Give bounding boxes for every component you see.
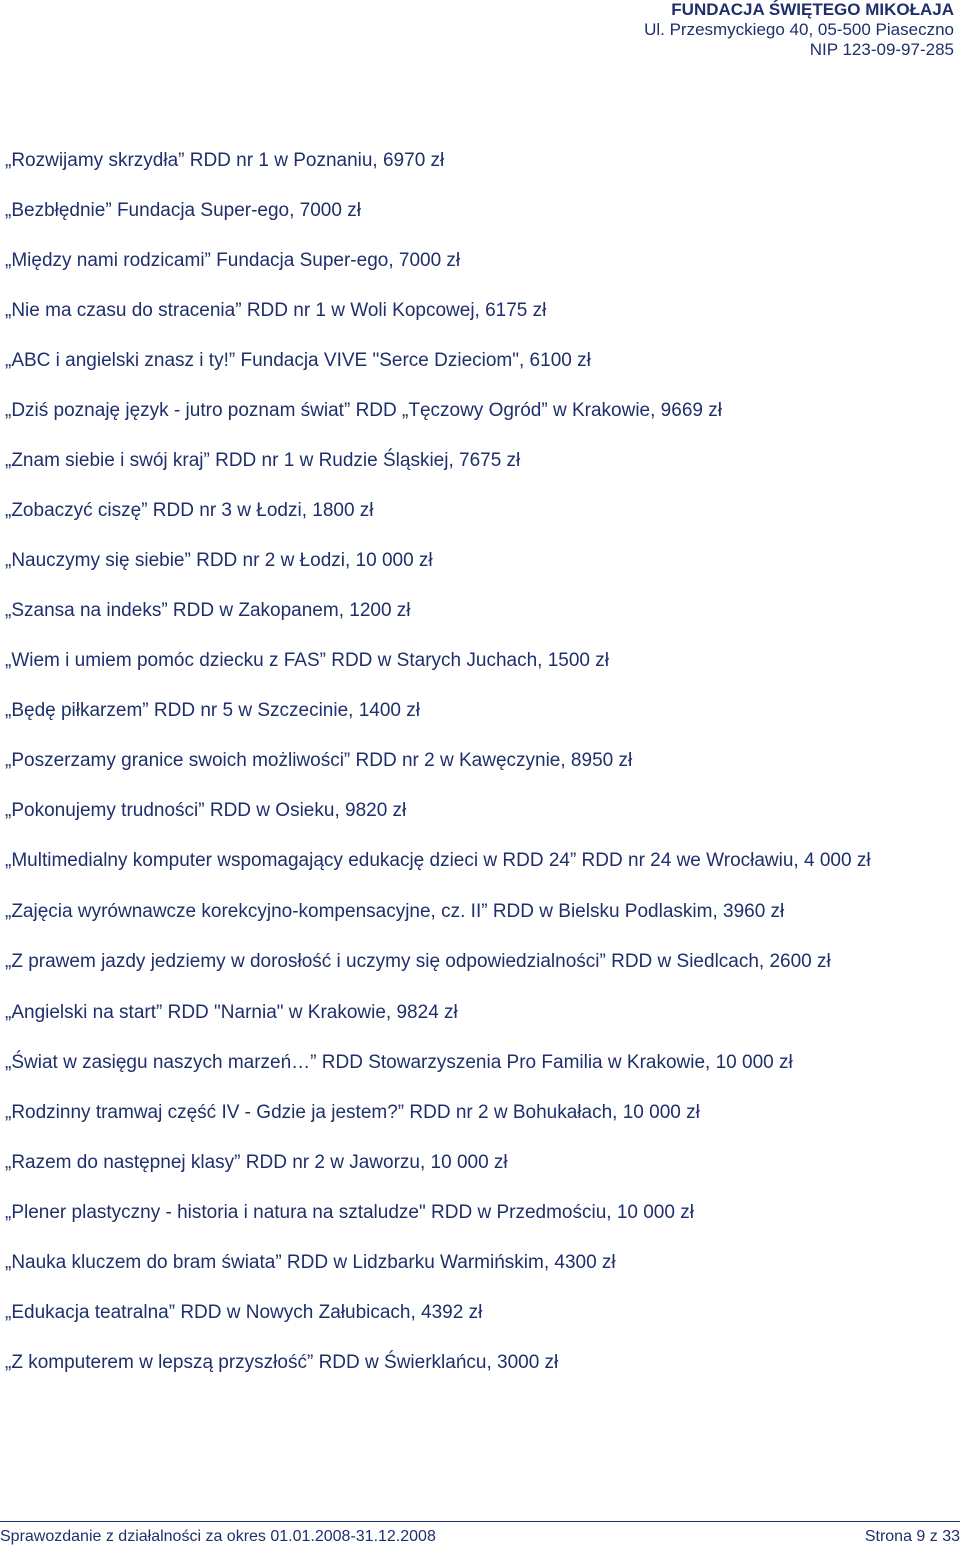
list-item: „Razem do następnej klasy” RDD nr 2 w Jaworzu, 10 000 zł bbox=[5, 1152, 508, 1173]
list-item: „Multimedialny komputer wspomagający edukację dzieci w RDD 24” RDD nr 24 we Wrocławiu, 4 000 zł bbox=[5, 850, 871, 871]
list-item: „Z prawem jazdy jedziemy w dorosłość i uczymy się odpowiedzialności” RDD w Siedlcach, 2600 zł bbox=[5, 951, 831, 972]
list-item: „Znam siebie i swój kraj” RDD nr 1 w Rudzie Śląskiej, 7675 zł bbox=[5, 450, 521, 471]
list-item: „Nauka kluczem do bram świata” RDD w Lidzbarku Warmińskim, 4300 zł bbox=[5, 1252, 616, 1273]
list-item: „Między nami rodzicami” Fundacja Super-ego, 7000 zł bbox=[5, 250, 461, 271]
list-item: „Zajęcia wyrównawcze korekcyjno-kompensacyjne, cz. II” RDD w Bielsku Podlaskim, 3960 zł bbox=[5, 901, 785, 922]
list-item: „Rodzinny tramwaj część IV - Gdzie ja jestem?” RDD nr 2 w Bohukałach, 10 000 zł bbox=[5, 1102, 700, 1123]
organization-nip: NIP 123-09-97-285 bbox=[809, 40, 954, 59]
report-period: Sprawozdanie z działalności za okres 01.01.2008-31.12.2008 bbox=[0, 1528, 436, 1545]
list-item: „ABC i angielski znasz i ty!” Fundacja VIVE "Serce Dzieciom", 6100 zł bbox=[5, 350, 591, 371]
page-footer bbox=[0, 1521, 960, 1550]
letterhead bbox=[644, 0, 954, 60]
list-item: „Dziś poznaję język - jutro poznam świat” RDD „Tęczowy Ogród” w Krakowie, 9669 zł bbox=[5, 400, 722, 421]
list-item: „Edukacja teatralna” RDD w Nowych Załubicach, 4392 zł bbox=[5, 1302, 483, 1323]
footer-divider bbox=[0, 1521, 960, 1522]
list-item: „Bezbłędnie” Fundacja Super-ego, 7000 zł bbox=[5, 200, 361, 221]
list-item: „Szansa na indeks” RDD w Zakopanem, 1200 zł bbox=[5, 600, 411, 621]
organization-address: Ul. Przesmyckiego 40, 05-500 Piaseczno bbox=[644, 20, 954, 39]
list-item: „Plener plastyczny - historia i natura na sztaludze" RDD w Przedmościu, 10 000 zł bbox=[5, 1202, 694, 1223]
list-item: „Z komputerem w lepszą przyszłość” RDD w Świerklańcu, 3000 zł bbox=[5, 1352, 559, 1373]
project-list bbox=[5, 148, 950, 1400]
list-item: „Rozwijamy skrzydła” RDD nr 1 w Poznaniu, 6970 zł bbox=[5, 150, 445, 171]
list-item: „Nie ma czasu do stracenia” RDD nr 1 w Woli Kopcowej, 6175 zł bbox=[5, 300, 547, 321]
list-item: „Zobaczyć ciszę” RDD nr 3 w Łodzi, 1800 zł bbox=[5, 500, 374, 521]
list-item: „Pokonujemy trudności” RDD w Osieku, 9820 zł bbox=[5, 800, 407, 821]
organization-name: FUNDACJA ŚWIĘTEGO MIKOŁAJA bbox=[671, 0, 954, 19]
list-item: „Będę piłkarzem” RDD nr 5 w Szczecinie, 1400 zł bbox=[5, 700, 420, 721]
list-item: „Nauczymy się siebie” RDD nr 2 w Łodzi, 10 000 zł bbox=[5, 550, 433, 571]
page-number: Strona 9 z 33 bbox=[864, 1528, 960, 1545]
list-item: „Świat w zasięgu naszych marzeń…” RDD Stowarzyszenia Pro Familia w Krakowie, 10 000 zł bbox=[5, 1052, 793, 1073]
list-item: „Wiem i umiem pomóc dziecku z FAS” RDD w Starych Juchach, 1500 zł bbox=[5, 650, 609, 671]
list-item: „Poszerzamy granice swoich możliwości” RDD nr 2 w Kawęczynie, 8950 zł bbox=[5, 750, 633, 771]
list-item: „Angielski na start” RDD "Narnia" w Krakowie, 9824 zł bbox=[5, 1002, 458, 1023]
